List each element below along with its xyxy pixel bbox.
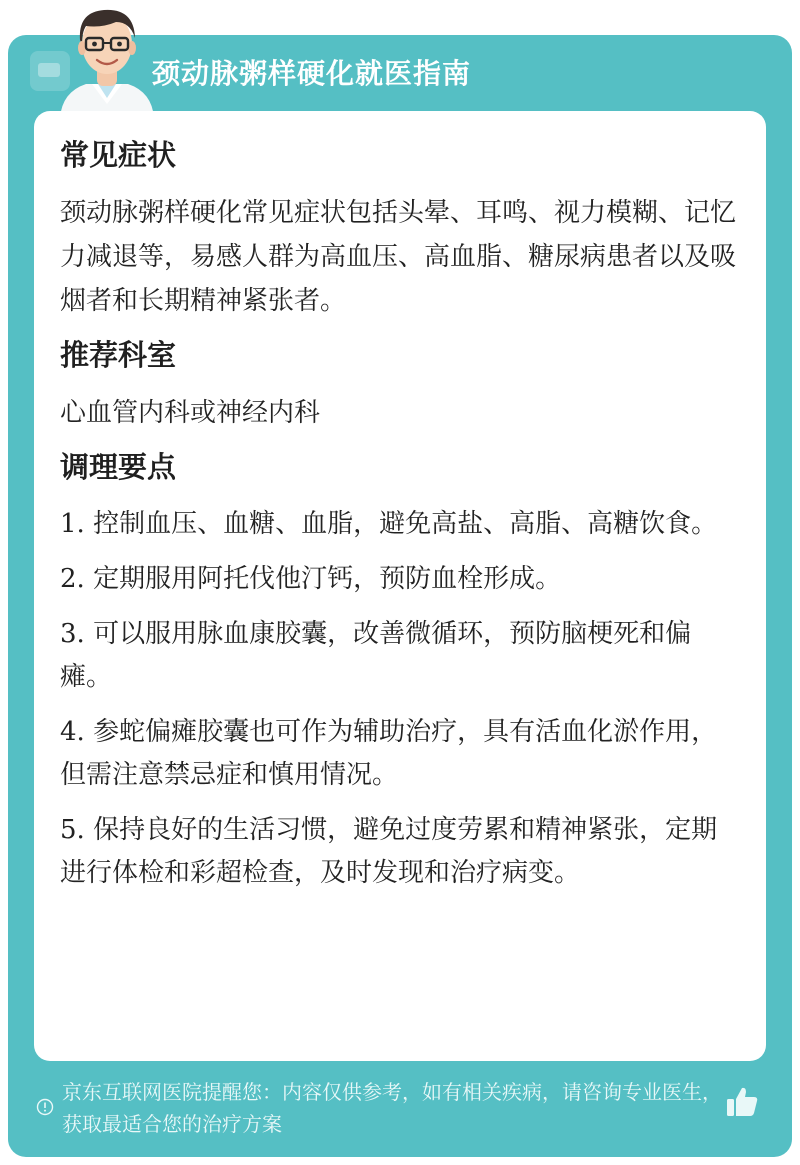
- disclaimer-text: 京东互联网医院提醒您：内容仅供参考，如有相关疾病，请咨询专业医生，获取最适合您的治疗方案: [62, 1080, 722, 1136]
- symptoms-text: 颈动脉粥样硬化常见症状包括头晕、耳鸣、视力模糊、记忆力减退等，易感人群为高血压、高血脂、糖尿病患者以及吸烟者和长期精神紧张者。: [60, 198, 737, 316]
- content-card: [34, 111, 766, 1061]
- list-item: [60, 613, 740, 699]
- list-item-number: 4.: [60, 717, 85, 747]
- list-item: [60, 711, 740, 797]
- care-heading: 调理要点: [60, 450, 177, 484]
- list-item: [60, 809, 740, 895]
- care-tips-list: [60, 503, 740, 895]
- page-title: 颈动脉粥样硬化就医指南: [152, 57, 472, 90]
- list-item-text: 定期服用阿托伐他汀钙，预防血栓形成。: [93, 564, 562, 594]
- footer-disclaimer: [36, 1076, 766, 1146]
- list-item-text: 控制血压、血糖、血脂，避免高盐、高脂、高糖饮食。: [93, 509, 718, 539]
- list-item-number: 3.: [60, 619, 85, 649]
- symptoms-heading: 常见症状: [60, 138, 177, 172]
- list-item-number: 5.: [60, 815, 85, 845]
- list-item: [60, 503, 740, 546]
- list-item-number: 1.: [60, 509, 85, 539]
- doctor-avatar-icon: [52, 0, 162, 118]
- department-text: 心血管内科或神经内科: [60, 398, 321, 428]
- list-item-number: 2.: [60, 564, 85, 594]
- info-icon: [36, 1098, 54, 1116]
- content-body: [60, 135, 740, 907]
- list-item-text: 参蛇偏瘫胶囊也可作为辅助治疗，具有活血化淤作用，但需注意禁忌症和慎用情况。: [60, 717, 718, 790]
- list-item-text: 可以服用脉血康胶囊，改善微循环，预防脑梗死和偏瘫。: [60, 619, 692, 692]
- list-item: [60, 558, 740, 601]
- thumbs-up-icon[interactable]: [724, 1084, 760, 1120]
- list-item-text: 保持良好的生活习惯，避免过度劳累和精神紧张，定期进行体检和彩超检查，及时发现和治疗病变。: [60, 815, 718, 888]
- department-heading: 推荐科室: [60, 338, 177, 372]
